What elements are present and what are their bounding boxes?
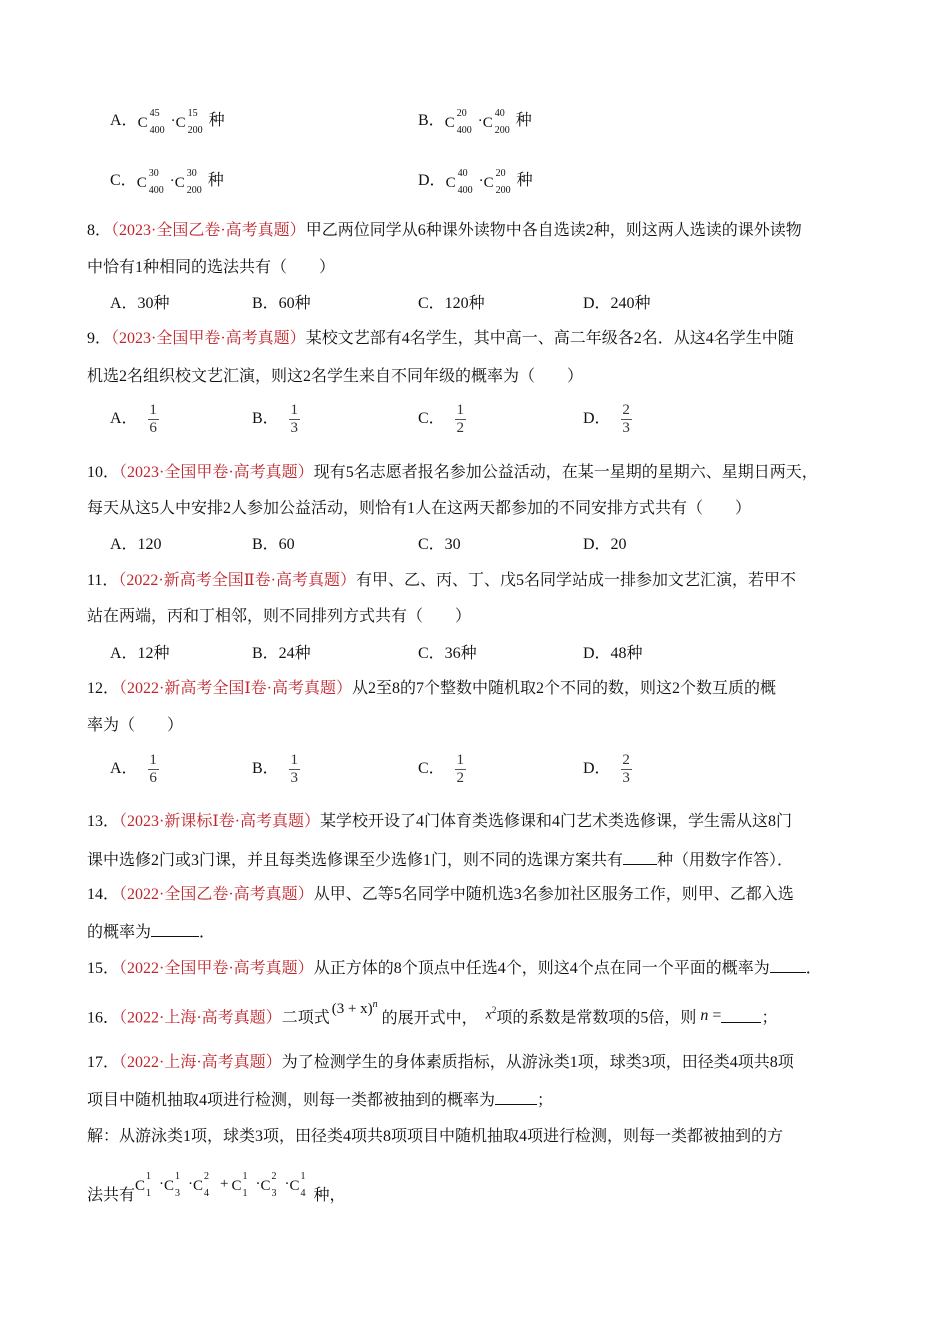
fraction: $\frac{2}{3}$	[622, 752, 630, 786]
q12-line-2: 率为（ ）	[87, 717, 184, 734]
question-source: （2023·新课标Ⅰ卷·高考真题）	[119, 813, 320, 830]
x-squared-term: $x^2$	[485, 1005, 497, 1023]
answer-blank	[623, 850, 657, 865]
answer-blank	[495, 1090, 537, 1105]
q7-option-d: D． C 40 400 · C 20 200 种	[418, 168, 533, 197]
q10-option-a: A．120	[110, 536, 162, 553]
q11-line-1: 11．（2022·新高考全国Ⅱ卷·高考真题）有甲、乙、丙、丁、戊5名同学站成一排参加文艺汇演，若甲不	[87, 572, 796, 589]
q11-option-d: D．48种	[583, 645, 643, 662]
question-source: （2022·上海·高考真题）	[119, 1009, 282, 1027]
q11-option-c: C．36种	[418, 645, 477, 662]
q10-option-d: D．20	[583, 536, 627, 553]
question-source: （2023·全国甲卷·高考真题）	[111, 330, 306, 347]
combination-symbol: C 40 200	[482, 108, 510, 137]
combination-symbol: C 20 200	[483, 168, 511, 197]
question-source: （2022·新高考全国Ⅰ卷·高考真题）	[119, 680, 352, 697]
question-source: （2022·全国乙卷·高考真题）	[119, 886, 314, 903]
fraction: $\frac{1}{6}$	[149, 752, 157, 786]
q8-line-2: 中恰有1种相同的选法共有（ ）	[87, 259, 336, 276]
q9-line-2: 机选2名组织校文艺汇演，则这2名学生来自不同年级的概率为（ ）	[87, 368, 584, 385]
q11-option-a: A．12种	[110, 645, 170, 662]
q17-line-1: 17．（2022·上海·高考真题）为了检测学生的身体素质指标，从游泳类1项，球类3项，田径类4项共8项	[87, 1054, 794, 1071]
binomial-expression: $(3 + x)^n$	[331, 998, 378, 1017]
combination-symbol: C 45 400	[137, 108, 165, 137]
q12-option-b: B． $\frac{1}{3}$	[252, 752, 298, 786]
q11-option-b: B．24种	[252, 645, 311, 662]
fraction: $\frac{1}{3}$	[290, 402, 298, 436]
q9-option-c: C． $\frac{1}{2}$	[418, 402, 464, 436]
q11-line-2: 站在两端，丙和丁相邻，则不同排列方式共有（ ）	[87, 608, 472, 625]
q17-solution-line-2: 法共有 C 1 1 · C 1 3 · C 2 4 + C 1 1 · C 2 3 · C 1 4 种，	[87, 1171, 346, 1204]
fraction: $\frac{1}{2}$	[456, 402, 464, 436]
answer-blank	[721, 1008, 761, 1023]
fraction: $\frac{1}{3}$	[290, 752, 298, 786]
combination-symbol: C 30 200	[174, 168, 202, 197]
q8-option-a: A．30种	[110, 295, 170, 312]
question-source: （2022·新高考全国Ⅱ卷·高考真题）	[118, 572, 356, 589]
answer-blank	[770, 958, 806, 973]
combination-symbol: C 20 400	[444, 108, 472, 137]
question-source: （2022·上海·高考真题）	[119, 1054, 282, 1071]
combination-formula: C 1 1 · C 1 3 · C 2 4 + C 1 1 · C 2 3 · C 1 4	[135, 1171, 306, 1200]
fraction: $\frac{1}{6}$	[149, 402, 157, 436]
q13-line-1: 13．（2023·新课标Ⅰ卷·高考真题）某学校开设了4门体育类选修课和4门艺术类选修课，学生需从这8门	[87, 813, 793, 830]
q9-option-a: A． $\frac{1}{6}$	[110, 402, 157, 436]
q8-line-1: 8．（2023·全国乙卷·高考真题）甲乙两位同学从6种课外读物中各自选读2种，则这两人选读的课外读物	[87, 222, 802, 239]
q12-option-a: A． $\frac{1}{6}$	[110, 752, 157, 786]
question-source: （2023·全国乙卷·高考真题）	[111, 222, 306, 239]
q17-line-2: 项目中随机抽取4项进行检测，则每一类都被抽到的概率为 ；	[87, 1092, 554, 1109]
q8-option-b: B．60种	[252, 295, 311, 312]
q14-line-1: 14．（2022·全国乙卷·高考真题）从甲、乙等5名同学中随机选3名参加社区服务工作，则甲、乙都入选	[87, 886, 794, 903]
q7-option-c: C． C 30 400 · C 30 200 种	[110, 168, 224, 197]
q12-line-1: 12．（2022·新高考全国Ⅰ卷·高考真题）从2至8的7个整数中随机取2个不同的数，则这2个数互质的概	[87, 680, 777, 697]
q17-solution-line-1: 解：从游泳类1项，球类3项，田径类4项共8项项目中随机抽取4项进行检测，则每一类都被抽到的方	[87, 1128, 784, 1145]
q12-option-c: C． $\frac{1}{2}$	[418, 752, 464, 786]
q10-option-c: C．30	[418, 536, 461, 553]
q9-option-d: D． $\frac{2}{3}$	[583, 402, 630, 436]
q14-line-2: 的概率为 ．	[87, 924, 216, 941]
fraction: $\frac{1}{2}$	[456, 752, 464, 786]
q9-line-1: 9．（2023·全国甲卷·高考真题）某校文艺部有4名学生，其中高一、高二年级各2名．从这4名学生中随	[87, 330, 794, 347]
q12-option-d: D． $\frac{2}{3}$	[583, 752, 630, 786]
answer-blank	[151, 922, 199, 937]
q7-option-a: A． C 45 400 · C 15 200 种	[110, 108, 225, 137]
q7-option-b: B． C 20 400 · C 40 200 种	[418, 108, 532, 137]
q10-line-1: 10．（2023·全国甲卷·高考真题）现有5名志愿者报名参加公益活动，在某一星期的星期六、星期日两天，	[87, 464, 818, 481]
combination-symbol: C 30 400	[136, 168, 164, 197]
q16-line-1: 16．（2022·上海·高考真题）二项式$(3 + x)^n$的展开式中， $x^2$项的系数是常数项的5倍，则 n = ；	[87, 1004, 777, 1030]
q9-option-b: B． $\frac{1}{3}$	[252, 402, 298, 436]
combination-symbol: C 15 200	[175, 108, 203, 137]
q10-line-2: 每天从这5人中安排2人参加公益活动，则恰有1人在这两天都参加的不同安排方式共有（ ）	[87, 500, 752, 517]
question-source: （2022·全国甲卷·高考真题）	[119, 960, 314, 977]
fraction: $\frac{2}{3}$	[622, 402, 630, 436]
q8-option-d: D．240种	[583, 295, 651, 312]
q10-option-b: B．60	[252, 536, 295, 553]
q8-option-c: C．120种	[418, 295, 485, 312]
combination-symbol: C 40 400	[445, 168, 473, 197]
question-source: （2023·全国甲卷·高考真题）	[119, 464, 314, 481]
q13-line-2: 课中选修2门或3门课，并且每类选修课至少选修1门，则不同的选课方案共有 种（用数字作答）．	[87, 852, 794, 869]
q15-line-1: 15．（2022·全国甲卷·高考真题）从正方体的8个顶点中任选4个，则这4个点在同一个平面的概率为 ．	[87, 960, 822, 977]
